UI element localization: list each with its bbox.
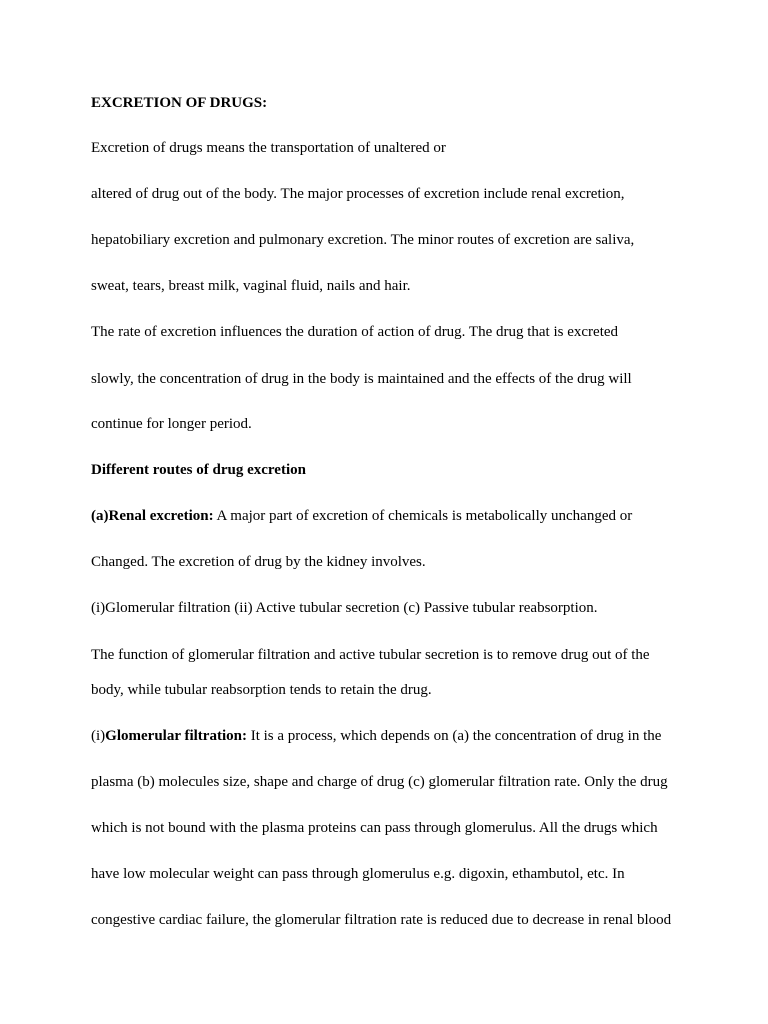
intro-line-1: Excretion of drugs means the transportation of unaltered or: [91, 140, 446, 156]
rate-line-1: The rate of excretion influences the duration of action of drug. The drug that is excreted: [91, 324, 619, 340]
renal-paragraph-line-1: [91, 507, 632, 525]
glomerular-label: Glomerular filtration:: [105, 728, 247, 744]
intro-line-4: sweat, tears, breast milk, vaginal fluid, nails and hair.: [91, 278, 411, 294]
renal-label: (a)Renal excretion:: [91, 508, 214, 524]
rate-line-3: continue for longer period.: [91, 416, 252, 432]
glomerular-line-3: which is not bound with the plasma proteins can pass through glomerulus. All the drugs which: [91, 820, 658, 836]
glomerular-prefix: (i): [91, 728, 106, 744]
glomerular-line-4: have low molecular weight can pass through glomerulus e.g. digoxin, ethambutol, etc. In: [91, 866, 625, 882]
function-line-1: The function of glomerular filtration and active tubular secretion is to remove drug out of the: [91, 647, 650, 663]
glomerular-text: It is a process, which depends on (a) the concentration of drug in the: [246, 728, 662, 744]
processes-line: (i)Glomerular filtration (ii) Active tubular secretion (c) Passive tubular reabsorption.: [91, 600, 598, 616]
routes-heading: Different routes of drug excretion: [91, 462, 306, 478]
glomerular-line-2: plasma (b) molecules size, shape and charge of drug (c) glomerular filtration rate. Only the drug: [91, 774, 668, 790]
intro-line-3: hepatobiliary excretion and pulmonary excretion. The minor routes of excretion are saliva,: [91, 232, 635, 248]
glomerular-line-5: congestive cardiac failure, the glomerular filtration rate is reduced due to decrease in renal blood: [91, 912, 672, 928]
rate-line-2: slowly, the concentration of drug in the body is maintained and the effects of the drug will: [91, 371, 632, 387]
renal-text: A major part of excretion of chemicals is metabolically unchanged or: [213, 508, 633, 524]
intro-line-2: altered of drug out of the body. The major processes of excretion include renal excretion,: [91, 186, 625, 202]
renal-paragraph-line-2: Changed. The excretion of drug by the kidney involves.: [91, 554, 426, 570]
document-heading: EXCRETION OF DRUGS:: [91, 95, 268, 111]
function-line-2: body, while tubular reabsorption tends to retain the drug.: [91, 682, 432, 698]
glomerular-paragraph-line-1: [91, 727, 661, 745]
